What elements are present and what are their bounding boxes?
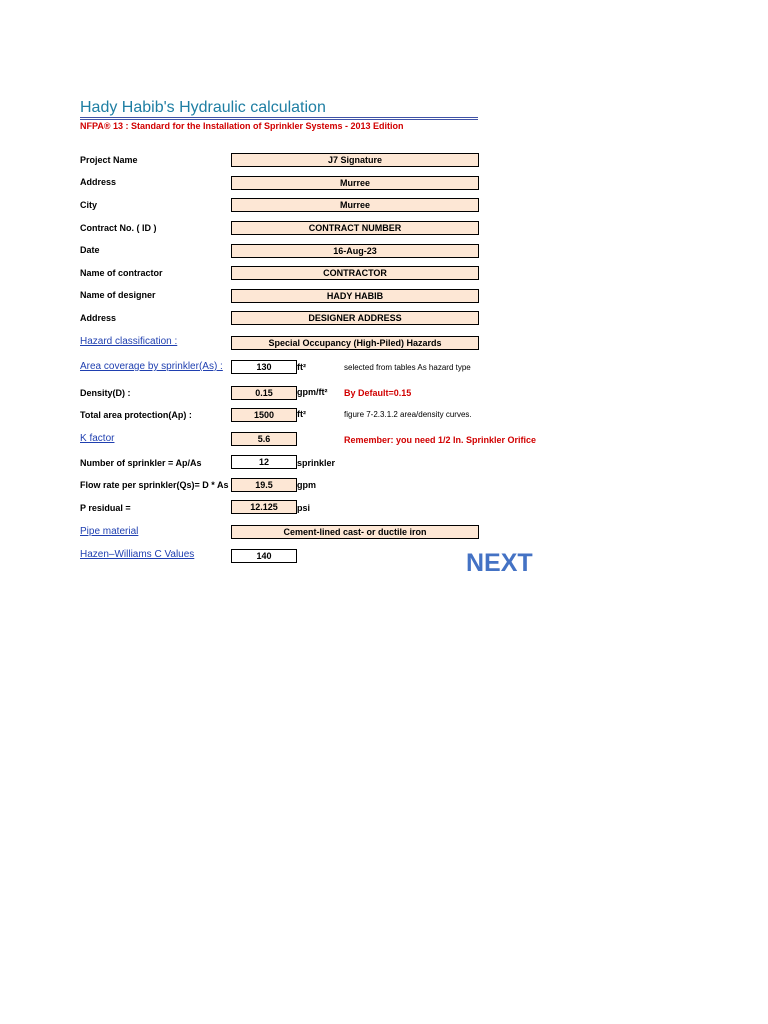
k-factor-field[interactable]: 5.6 (231, 432, 297, 446)
density-field[interactable]: 0.15 (231, 386, 297, 400)
page-title: Hady Habib's Hydraulic calculation (80, 99, 326, 116)
flow-rate-unit: gpm (297, 480, 316, 490)
address-label: Address (80, 177, 117, 187)
contract-label: Contract No. ( ID ) (80, 223, 157, 233)
area-coverage-note: selected from tables As hazard type (344, 363, 471, 372)
area-coverage-link[interactable]: Area coverage by sprinkler(As) : (80, 361, 223, 372)
flow-rate-label: Flow rate per sprinkler(Qs)= D * As (80, 480, 229, 490)
p-residual-field[interactable]: 12.125 (231, 500, 297, 514)
page-subtitle: NFPA® 13 : Standard for the Installation of Sprinkler Systems - 2013 Edition (80, 121, 404, 131)
p-residual-label: P residual = (80, 503, 131, 513)
contract-field[interactable]: CONTRACT NUMBER (231, 221, 479, 235)
contractor-field[interactable]: CONTRACTOR (231, 266, 479, 280)
hazen-williams-link[interactable]: Hazen–Williams C Values (80, 549, 195, 560)
total-area-field[interactable]: 1500 (231, 408, 297, 422)
hazard-classification-link[interactable]: Hazard classification : (80, 336, 178, 347)
num-sprinkler-unit: sprinkler (297, 458, 336, 468)
area-coverage-field[interactable]: 130 (231, 360, 297, 374)
date-field[interactable]: 16-Aug-23 (231, 244, 479, 258)
density-unit: gpm/ft² (297, 387, 328, 397)
address-field[interactable]: Murree (231, 176, 479, 190)
total-area-note: figure 7-2.3.1.2 area/density curves. (344, 410, 472, 419)
area-coverage-unit: ft² (297, 362, 306, 372)
hazard-classification-field[interactable]: Special Occupancy (High-Piled) Hazards (231, 336, 479, 350)
contractor-label: Name of contractor (80, 268, 163, 278)
designer-label: Name of designer (80, 290, 156, 300)
designer-address-label: Address (80, 313, 117, 323)
num-sprinkler-label: Number of sprinkler = Ap/As (80, 458, 202, 468)
project-name-label: Project Name (80, 155, 138, 165)
total-area-label: Total area protection(Ap) : (80, 410, 192, 420)
num-sprinkler-field[interactable]: 12 (231, 455, 297, 469)
k-factor-note: Remember: you need 1/2 In. Sprinkler Orifice (344, 435, 537, 445)
city-field[interactable]: Murree (231, 198, 479, 212)
date-label: Date (80, 245, 100, 255)
k-factor-link[interactable]: K factor (80, 433, 115, 444)
designer-field[interactable]: HADY HABIB (231, 289, 479, 303)
designer-address-field[interactable]: DESIGNER ADDRESS (231, 311, 479, 325)
p-residual-unit: psi (297, 503, 311, 513)
next-button[interactable]: NEXT (466, 549, 533, 577)
city-label: City (80, 200, 98, 210)
density-note: By Default=0.15 (344, 388, 412, 398)
density-label: Density(D) : (80, 388, 131, 398)
project-name-field[interactable]: J7 Signature (231, 153, 479, 167)
hazen-williams-field[interactable]: 140 (231, 549, 297, 563)
total-area-unit: ft² (297, 409, 306, 419)
title-divider (80, 117, 478, 120)
pipe-material-link[interactable]: Pipe material (80, 526, 139, 537)
flow-rate-field[interactable]: 19.5 (231, 478, 297, 492)
pipe-material-field[interactable]: Cement-lined cast- or ductile iron (231, 525, 479, 539)
